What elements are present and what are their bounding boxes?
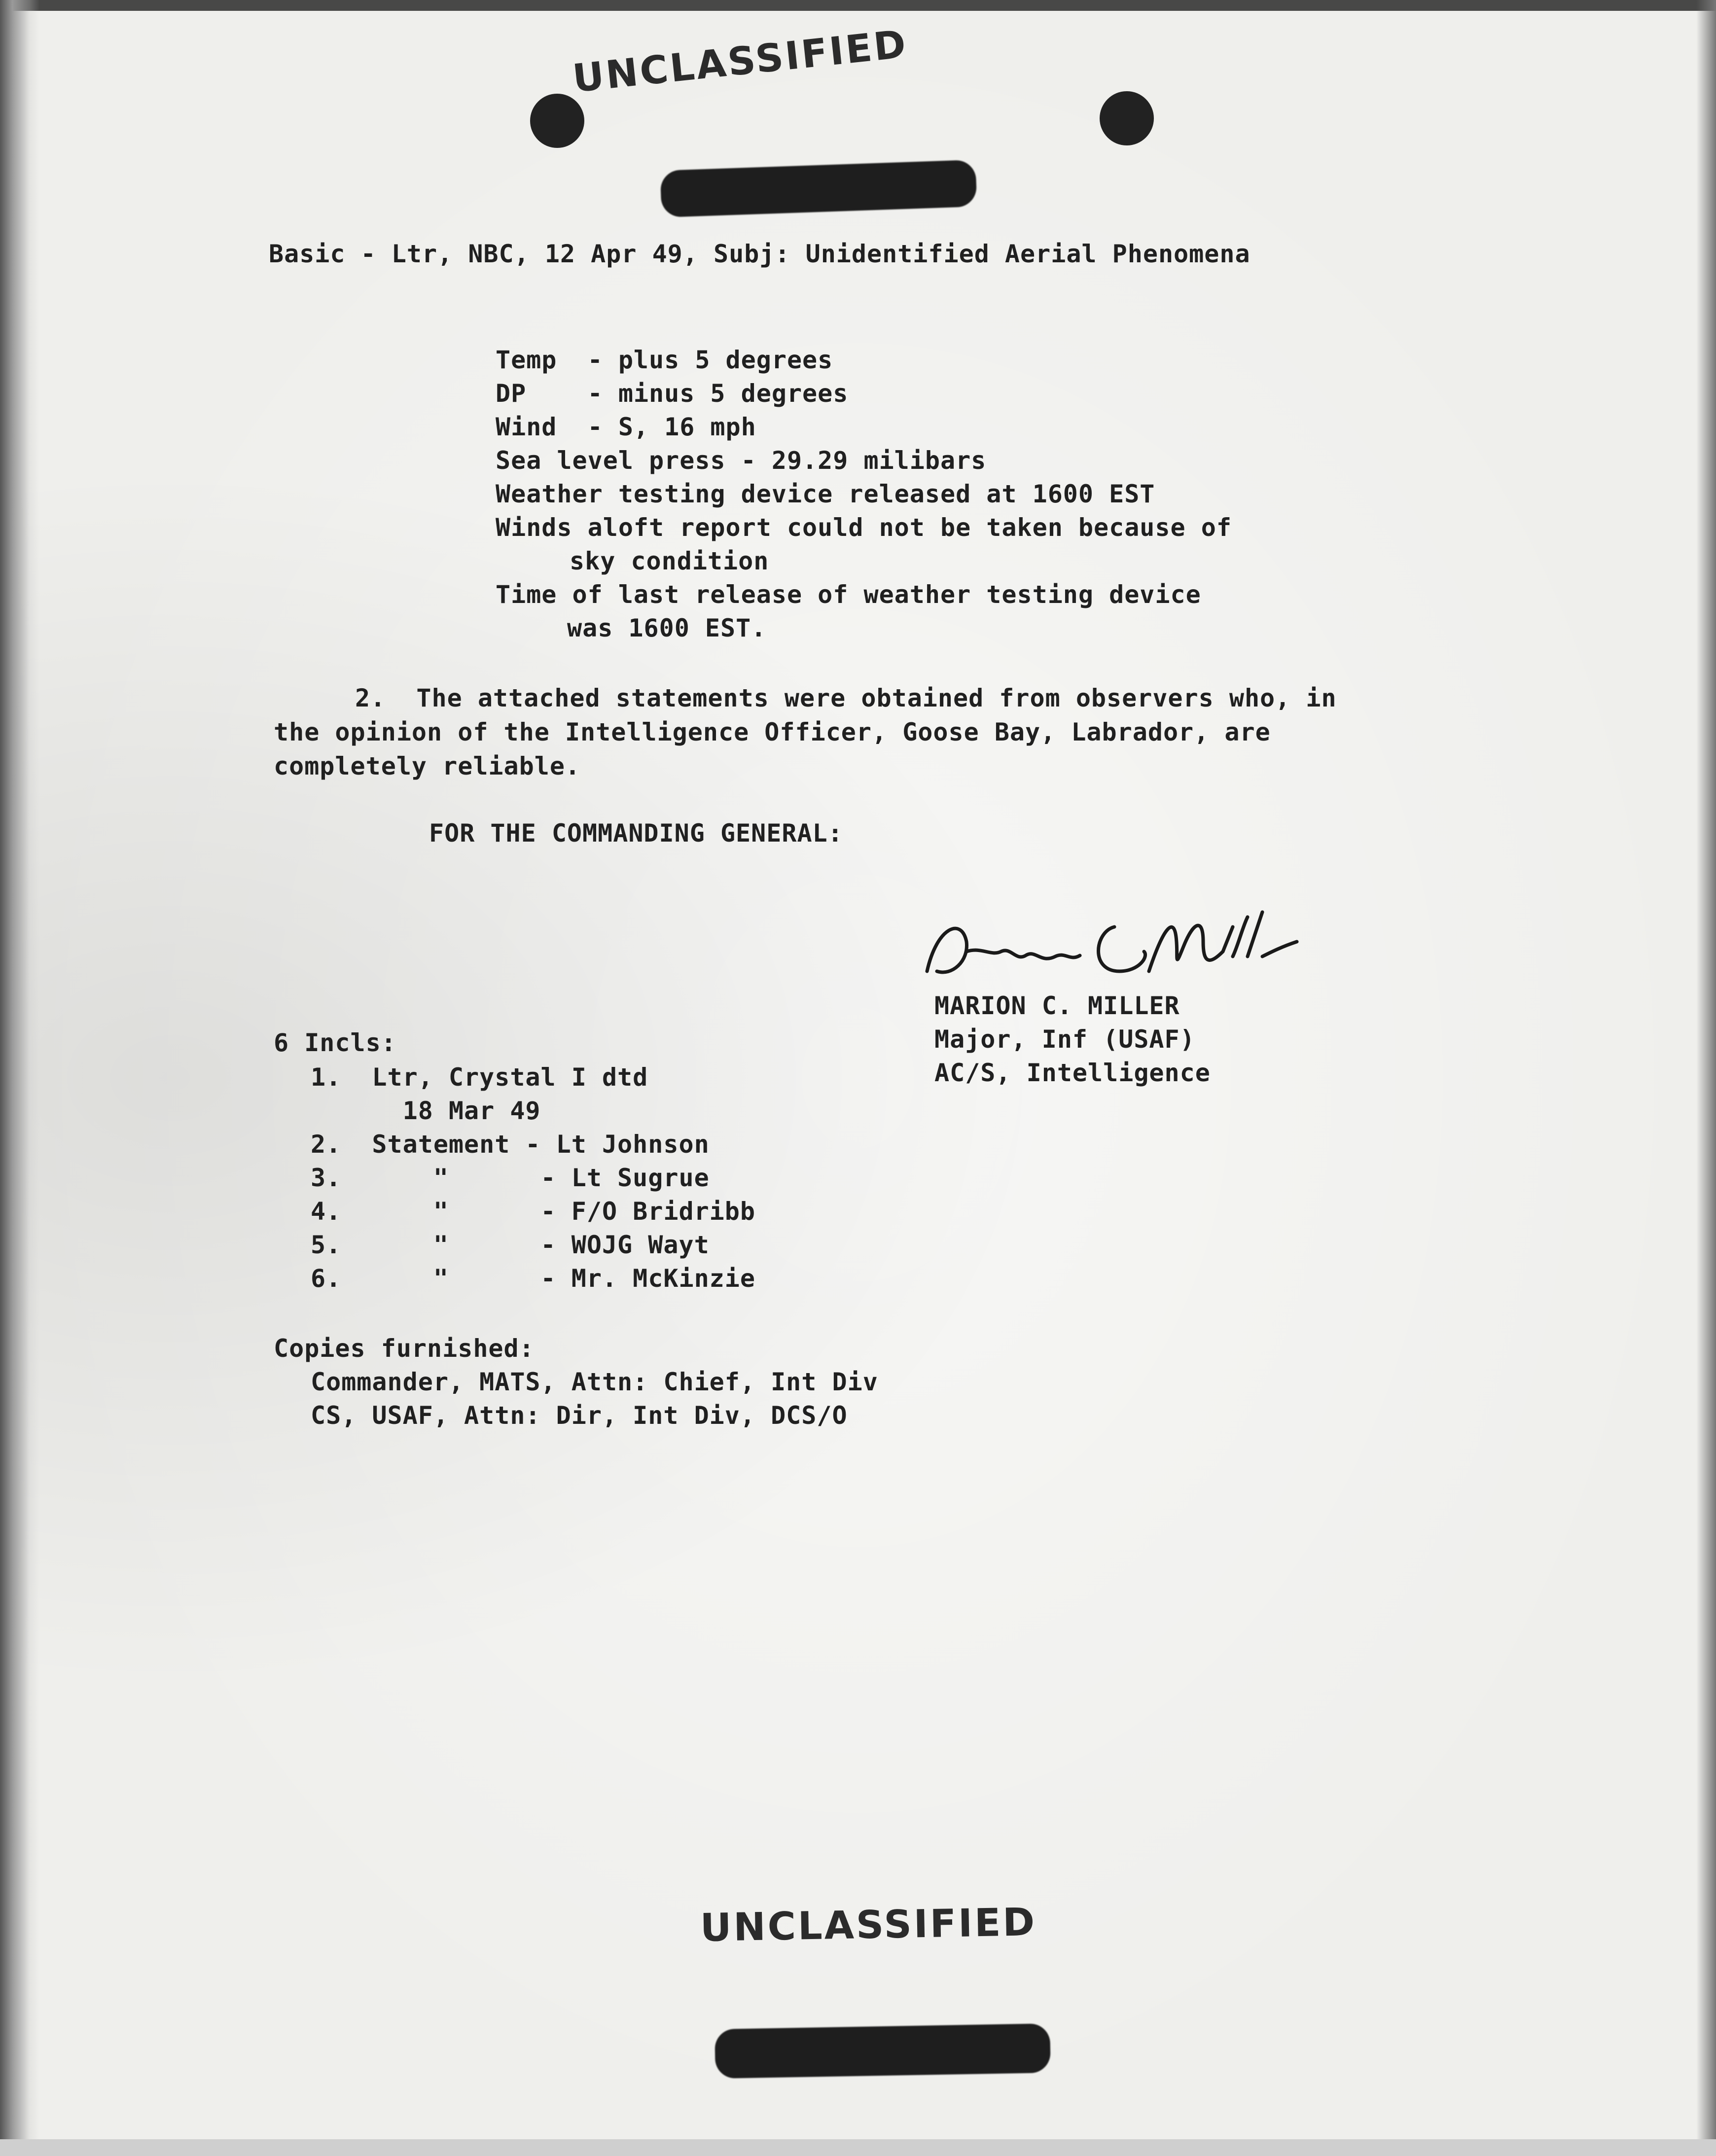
weather-dewpoint: DP - minus 5 degrees: [496, 379, 849, 408]
weather-sea-level: Sea level press - 29.29 milibars: [496, 446, 987, 475]
classification-stamp-bottom: UNCLASSIFIED: [700, 1900, 1037, 1950]
signer-rank: Major, Inf (USAF): [934, 1025, 1195, 1054]
inclosure-item: 3. " - Lt Sugrue: [311, 1164, 710, 1192]
inclosure-item: 1. Ltr, Crystal I dtd: [311, 1063, 648, 1092]
inclosure-item: 2. Statement - Lt Johnson: [311, 1130, 710, 1159]
inclosure-item: 6. " - Mr. McKinzie: [311, 1264, 755, 1293]
handwritten-signature: [907, 897, 1312, 996]
weather-device: Weather testing device released at 1600 EST: [496, 480, 1155, 508]
weather-last-release-1: Time of last release of weather testing device: [496, 580, 1201, 609]
scan-left-edge: [0, 0, 39, 2156]
copies-item: Commander, MATS, Attn: Chief, Int Div: [311, 1368, 878, 1396]
subject-line: Basic - Ltr, NBC, 12 Apr 49, Subj: Unidentified Aerial Phenomena: [269, 240, 1251, 268]
paragraph-2-line-3: completely reliable.: [274, 752, 581, 780]
redaction-bar-bottom: [715, 2023, 1051, 2079]
scan-bottom-edge: [0, 2139, 1716, 2156]
inclosure-item: 18 Mar 49: [311, 1096, 541, 1125]
weather-last-release-2: was 1600 EST.: [567, 614, 767, 642]
copies-item: CS, USAF, Attn: Dir, Int Div, DCS/O: [311, 1401, 848, 1430]
scan-top-edge: [0, 0, 1716, 11]
weather-wind: Wind - S, 16 mph: [496, 413, 756, 441]
inclosure-item: 5. " - WOJG Wayt: [311, 1231, 710, 1259]
closing-line: FOR THE COMMANDING GENERAL:: [429, 819, 843, 848]
paragraph-2-line-1: 2. The attached statements were obtained from observers who, in: [355, 684, 1337, 712]
copies-heading: Copies furnished:: [274, 1334, 535, 1363]
inclosure-item: 4. " - F/O Bridribb: [311, 1197, 755, 1226]
inclosures-heading: 6 Incls:: [274, 1028, 396, 1057]
weather-temp: Temp - plus 5 degrees: [496, 346, 833, 374]
weather-winds-aloft-1: Winds aloft report could not be taken because of: [496, 513, 1232, 542]
scan-right-edge: [1696, 0, 1716, 2156]
classification-stamp-top: UNCLASSIFIED: [571, 22, 910, 102]
punch-hole-left: [530, 94, 584, 148]
paragraph-2-line-2: the opinion of the Intelligence Officer, Goose Bay, Labrador, are: [274, 718, 1271, 746]
weather-winds-aloft-2: sky condition: [570, 547, 769, 575]
signer-title: AC/S, Intelligence: [934, 1059, 1211, 1087]
punch-hole-right: [1100, 91, 1154, 145]
signer-name: MARION C. MILLER: [934, 991, 1180, 1020]
